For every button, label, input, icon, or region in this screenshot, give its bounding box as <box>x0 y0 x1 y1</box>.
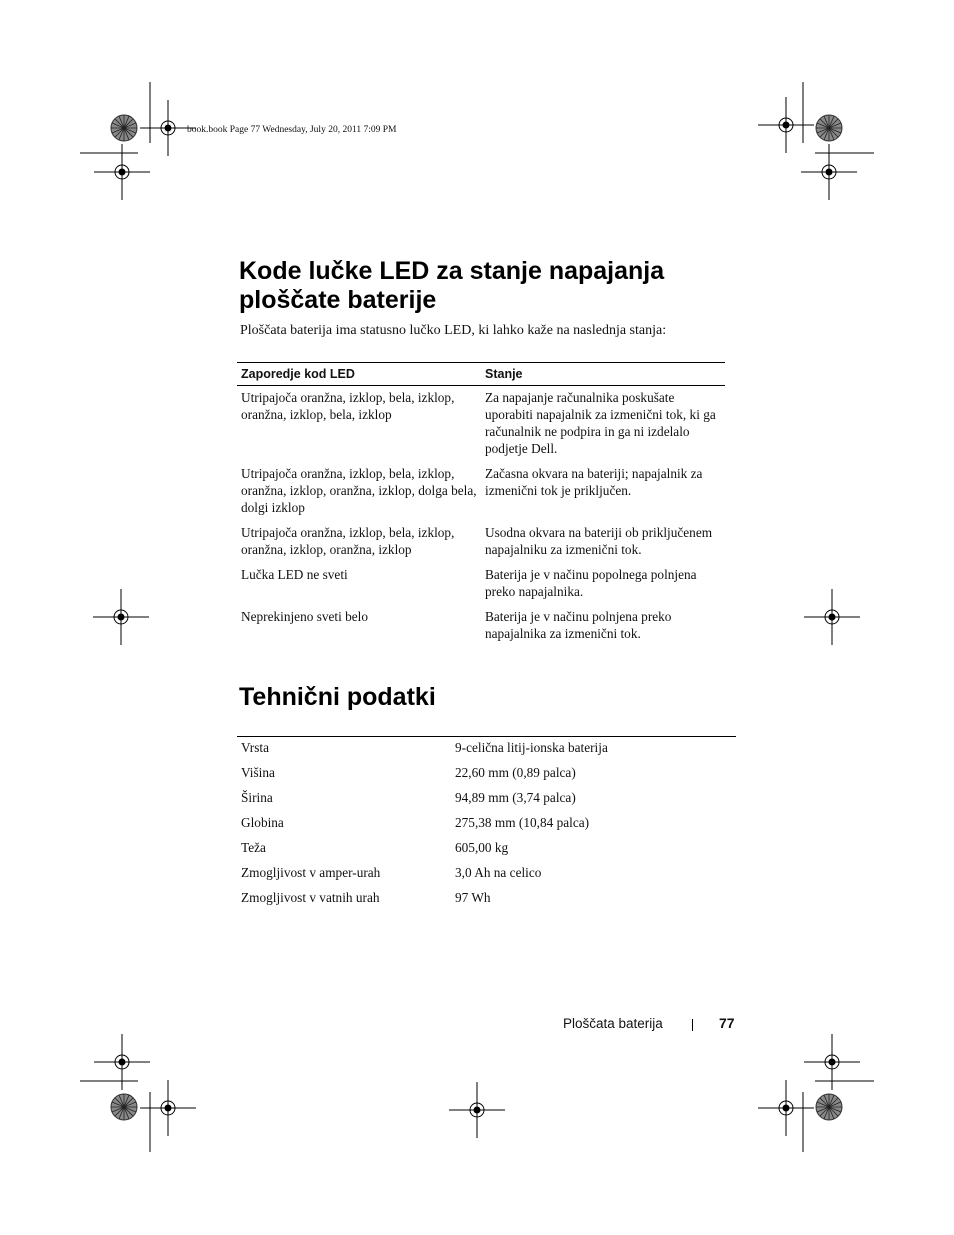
spec-label: Vrsta <box>241 740 270 755</box>
section-title-led-codes: Kode lučke LED za stanje napajanja ploščate baterije <box>239 257 665 314</box>
status-cell: Za napajanje računalnika poskušate uporabiti napajalnik za izmenični tok, ki ga računalnik ne podpira in ga ni izdelalo podjetje Dell. <box>485 390 716 456</box>
footer-divider <box>692 1019 693 1031</box>
spec-label: Teža <box>241 840 266 855</box>
footer-section-label: Ploščata baterija <box>563 1016 663 1031</box>
page-number: 77 <box>719 1015 735 1031</box>
led-sequence-cell: Utripajoča oranžna, izklop, bela, izklop, oranžna, izklop, bela, izklop <box>241 390 455 422</box>
table-row <box>237 787 736 812</box>
registration-cross-mark <box>801 144 857 200</box>
print-header: book.book Page 77 Wednesday, July 20, 2011 7:09 PM <box>187 125 397 135</box>
led-sequence-cell: Utripajoča oranžna, izklop, bela, izklop, oranžna, izklop, oranžna, izklop, dolga bela, dolgi izklop <box>241 466 477 515</box>
table-row <box>237 737 736 763</box>
spec-value: 275,38 mm (10,84 palca) <box>455 815 590 830</box>
section-title-specifications: Tehnični podatki <box>239 683 436 711</box>
led-sequence-cell: Lučka LED ne sveti <box>241 567 348 582</box>
registration-star-mark <box>111 115 137 141</box>
status-cell: Baterija je v načinu popolnega polnjena preko napajalnika. <box>485 567 697 599</box>
intro-paragraph: Ploščata baterija ima statusno lučko LED, ki lahko kaže na naslednja stanja: <box>240 323 667 338</box>
table-row <box>237 521 725 563</box>
registration-cross-mark <box>804 589 860 645</box>
table-row <box>237 862 736 887</box>
table-row <box>237 462 725 521</box>
registration-cross-mark <box>94 1034 150 1090</box>
table-row <box>237 762 736 787</box>
spec-value: 605,00 kg <box>455 840 509 855</box>
spec-value: 97 Wh <box>455 890 491 905</box>
table-row <box>237 812 736 837</box>
spec-value: 9-celična litij-ionska baterija <box>455 740 608 755</box>
registration-star-mark <box>111 1094 137 1120</box>
table-row <box>237 563 725 605</box>
spec-label: Globina <box>241 815 284 830</box>
table-row <box>237 386 725 463</box>
spec-value: 3,0 Ah na celico <box>455 865 542 880</box>
led-sequence-cell: Neprekinjeno sveti belo <box>241 609 369 624</box>
status-cell: Baterija je v načinu polnjena preko napajalnika za izmenični tok. <box>485 609 672 641</box>
registration-cross-mark <box>449 1082 505 1138</box>
table-row <box>237 887 736 912</box>
registration-cross-mark <box>804 1034 860 1090</box>
registration-star-mark <box>816 115 842 141</box>
registration-cross-mark <box>140 1080 196 1136</box>
registration-cross-mark <box>758 97 814 153</box>
registration-cross-mark <box>93 589 149 645</box>
table-header-row <box>237 363 725 386</box>
registration-cross-mark <box>94 144 150 200</box>
registration-cross-mark <box>758 1080 814 1136</box>
status-cell: Začasna okvara na bateriji; napajalnik za izmenični tok je priključen. <box>485 466 703 498</box>
spec-label: Zmogljivost v vatnih urah <box>241 890 380 905</box>
spec-label: Višina <box>241 765 275 780</box>
led-status-table <box>237 362 725 647</box>
spec-label: Zmogljivost v amper-urah <box>241 865 381 880</box>
column-header-status: Stanje <box>481 363 725 386</box>
spec-value: 22,60 mm (0,89 palca) <box>455 765 576 780</box>
spec-label: Širina <box>241 790 273 805</box>
led-sequence-cell: Utripajoča oranžna, izklop, bela, izklop, oranžna, izklop, oranžna, izklop <box>241 525 455 557</box>
spec-value: 94,89 mm (3,74 palca) <box>455 790 576 805</box>
table-row <box>237 605 725 647</box>
table-row <box>237 837 736 862</box>
registration-star-mark <box>816 1094 842 1120</box>
column-header-led-sequence: Zaporedje kod LED <box>237 363 481 386</box>
specifications-table <box>237 736 736 912</box>
status-cell: Usodna okvara na bateriji ob priključenem napajalniku za izmenični tok. <box>485 525 713 557</box>
